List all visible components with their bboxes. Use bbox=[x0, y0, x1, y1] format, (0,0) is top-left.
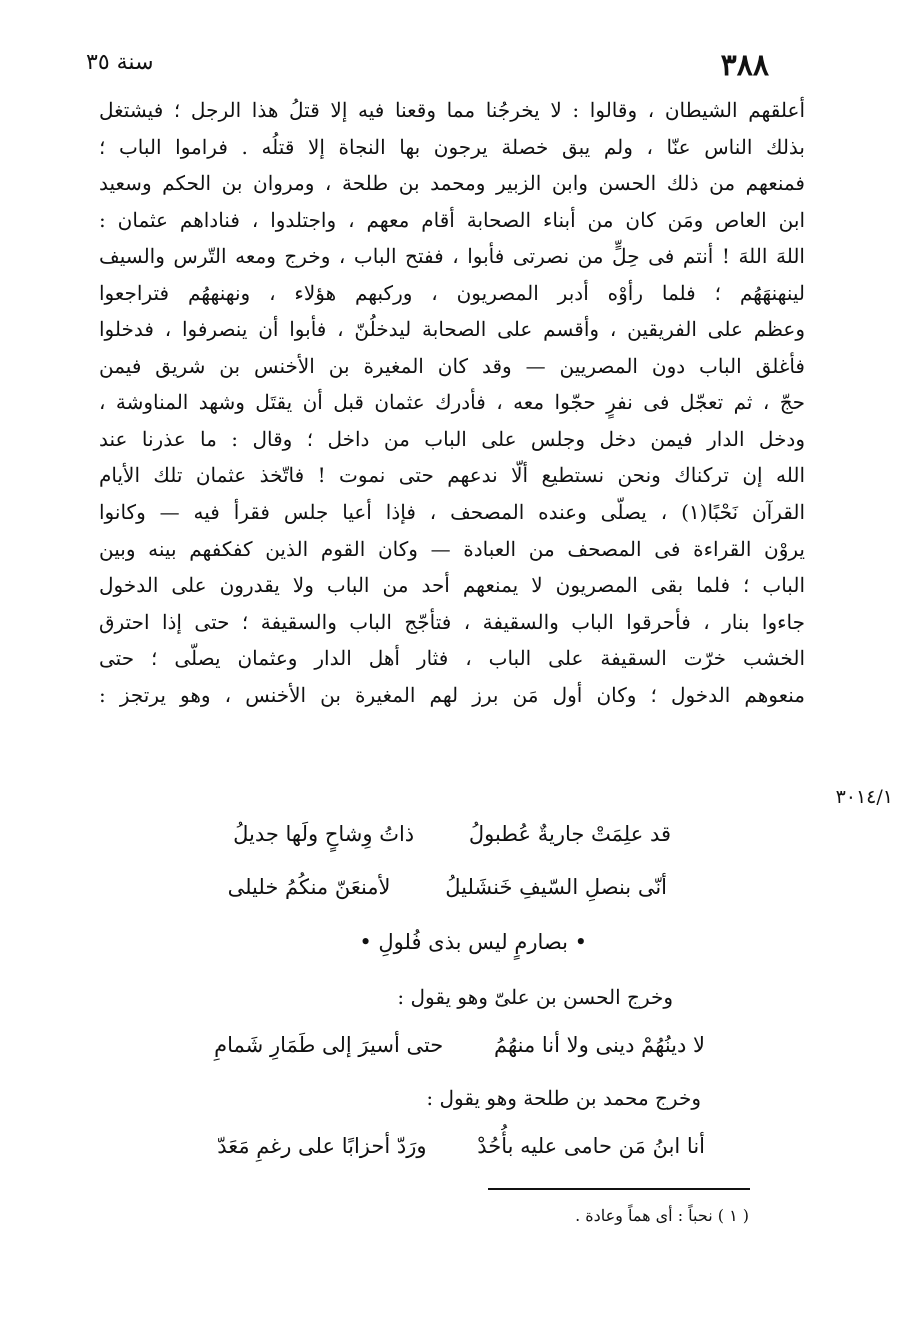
text-line: ودخل الدار فيمن دخل وجلس على الباب من داخل ؛ وقال : ما عذرنا عند bbox=[99, 426, 805, 451]
verse-intro: وخرج محمد بن طلحة وهو يقول : bbox=[426, 1086, 701, 1110]
margin-reference: ٣٠١٤/١ bbox=[835, 786, 893, 808]
text-line: فأغلق الباب دون المصريين — وقد كان المغيرة بن الأخنس بن شريق فيمن bbox=[99, 353, 805, 378]
page-number: ٣٨٨ bbox=[720, 48, 769, 83]
footnote-separator bbox=[488, 1188, 750, 1190]
verse-hemistich: لأمنعَنّ منكُمُ خليلى bbox=[227, 875, 391, 899]
verse-hemistich: ذاتُ وِشاحٍ ولَها جديلُ bbox=[233, 822, 415, 846]
text-line: فمنعهم من ذلك الحسن وابن الزبير ومحمد بن طلحة ، ومروان بن الحكم وسعيد bbox=[99, 171, 805, 196]
body-text bbox=[99, 92, 805, 713]
text-line: منعوهم الدخول ؛ وكان أول مَن برز لهم المغيرة بن الأخنس ، وهو يرتجز : bbox=[99, 682, 805, 707]
text-line: الباب ؛ فلما بقى المصريون لا يمنعهم أحد من الباب ولا يقدرون على الدخول bbox=[99, 573, 805, 598]
text-line: بذلك الناس عنّا ، ولم يبق خصلة يرجون بها النجاة إلا قتلُه . فراموا الباب ؛ bbox=[99, 134, 805, 159]
text-line: الله إن تركناك ونحن نستطيع ألّا ندعهم حتى نموت ! فاتّخذ عثمان تلك الأيام bbox=[99, 463, 805, 488]
verse-hemistich: أنّى بنصلِ السّيفِ خَنشَليلُ bbox=[445, 875, 667, 899]
verse-hemistich: حتى أسيرَ إلى طَمَارِ شَمامِ bbox=[214, 1033, 444, 1057]
verse-hemistich: أنا ابنُ مَن حامى عليه بأُحُدْ bbox=[477, 1134, 705, 1158]
verse-line bbox=[228, 875, 667, 899]
text-line: لينهنهَهُم ؛ فلما رأوْه أدبر المصريون ، وركبهم هؤلاء ، ونهنههُم فتراجعوا bbox=[99, 280, 805, 305]
verse-line bbox=[217, 1134, 705, 1158]
text-line: جاءوا بنار ، فأحرقوا الباب والسقيفة ، فتأجّج الباب والسقيفة ؛ حتى إذا احترق bbox=[99, 609, 805, 634]
verse-line bbox=[214, 1033, 705, 1057]
verse-intro: وخرج الحسن بن علىّ وهو يقول : bbox=[397, 985, 673, 1009]
footnote: ( ١ ) نحباً : أى هماً وعادة . bbox=[575, 1206, 749, 1225]
text-line: يروْن القراءة فى المصحف من العبادة — وكان القوم الذين كفكفهم بينه وبين bbox=[99, 536, 805, 561]
text-line: اللهَ اللهَ ! أنتم فى حِلٍّ من نصرتى فأبوا ، ففتح الباب ، وخرج ومعه التّرس والسيف bbox=[99, 244, 805, 269]
text-line: وعظم على الفريقين ، وأقسم على الصحابة ليدخلُنّ ، فأبوا أن ينصرفوا ، فدخلوا bbox=[99, 317, 805, 342]
text-line: أعلقهم الشيطان ، وقالوا : لا يخرجُنا مما وقعنا فيه إلا قتلُ هذا الرجل ؛ فيشتغل bbox=[99, 98, 805, 122]
running-head: سنة ٣٥ bbox=[86, 50, 154, 75]
text-line: القرآن نَحْبًا(١) ، يصلّى وعنده المصحف ، فإذا أعيا جلس فقرأ فيه — وكانوا bbox=[99, 500, 805, 525]
verse-hemistich: لا دينُهُمْ دينى ولا أنا منهُمُ bbox=[493, 1033, 705, 1057]
verse-line bbox=[233, 822, 671, 846]
verse-hemistich: قد علِمَتْ جاريةٌ عُطبولُ bbox=[468, 822, 671, 846]
text-line: حجّ ، ثم تعجّل فى نفرٍ حجّوا معه ، فأدرك عثمان قبل أن يقتَل وشهد المناوشة ، bbox=[99, 390, 805, 415]
text-line: ابن العاص ومَن كان من أبناء الصحابة أقام معهم ، واجتلدوا ، فناداهم عثمان : bbox=[99, 207, 805, 232]
verse-hemistich: ورَدّ أحزابًا على رغمِ مَعَدّ bbox=[217, 1134, 427, 1158]
verse-single: • بصارمٍ ليس بذى فُلولِ • bbox=[359, 930, 587, 954]
text-line: الخشب خرّت السقيفة على الباب ، فثار أهل الدار وعثمان يصلّى ؛ حتى bbox=[99, 646, 805, 671]
